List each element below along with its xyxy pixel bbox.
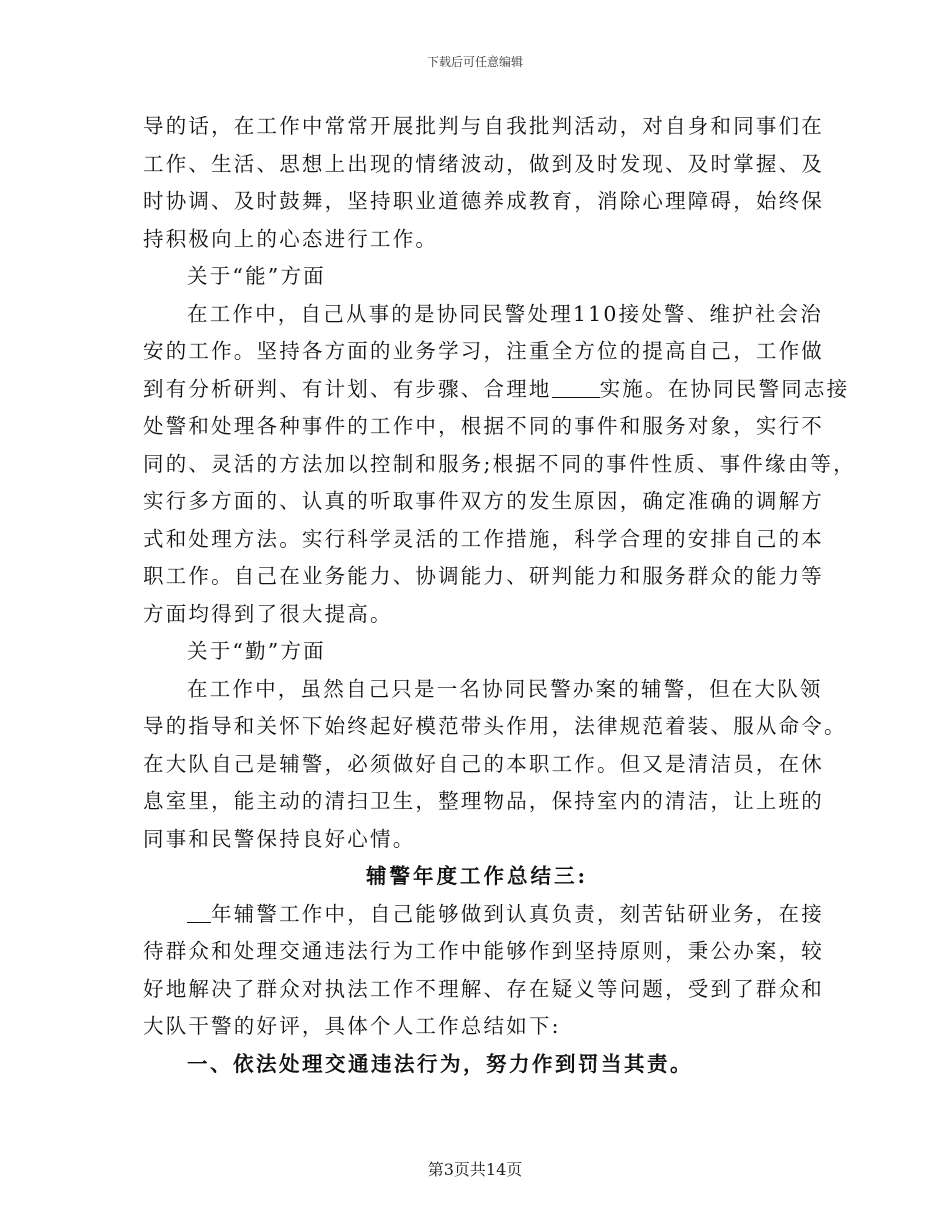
text-line: 在大队自己是辅警，必须做好自己的本职工作。但又是清洁员，在休 (143, 751, 824, 776)
text-line: 职工作。自己在业务能力、协调能力、研判能力和服务群众的能力等 (143, 564, 824, 588)
text-line: 待群众和处理交通违法行为工作中能够作到坚持原则，秉公办案，较 (143, 939, 824, 963)
text-line: 同的、灵活的方法加以控制和服务;根据不同的事件性质、事件缘由等， (143, 451, 856, 476)
page-footer: 第3页共14页 (427, 1160, 523, 1179)
text-line: 安的工作。坚持各方面的业务学习，注重全方位的提高自己，工作做 (143, 339, 824, 363)
text-line: 在工作中，虽然自己只是一名协同民警办案的辅警，但在大队领 (187, 676, 823, 701)
text-line: 大队干警的好评，具体个人工作总结如下: (143, 1014, 561, 1038)
page-header: 下载后可任意编辑 (426, 55, 523, 69)
text-segment: 到有分析研判、有计划、有步骤、合理地 (143, 376, 552, 401)
blank-underline (552, 375, 600, 398)
text-line: 在工作中，自己从事的是协同民警处理110接处警、维护社会治 (187, 301, 823, 326)
section-heading: 关于“勤”方面 (187, 639, 326, 663)
text-line: 时协调、及时鼓舞，坚持职业道德养成教育，消除心理障碍，始终保 (143, 189, 824, 213)
text-line: 工作、生活、思想上出现的情绪波动，做到及时发现、及时掌握、及 (143, 151, 824, 176)
text-line: 处警和处理各种事件的工作中，根据不同的事件和服务对象，实行不 (143, 414, 824, 438)
text-line: 息室里，能主动的清扫卫生，整理物品，保持室内的清洁，让上班的 (143, 789, 824, 813)
text-line (143, 371, 850, 409)
subsection-heading: 一、依法处理交通违法行为，努力作到罚当其责。 (187, 1051, 693, 1076)
text-line (143, 896, 824, 934)
text-line: 实行多方面的、认真的听取事件双方的发生原因，确定准确的调解方 (143, 489, 824, 513)
text-line: 导的指导和关怀下始终起好模范带头作用，法律规范着装、服从命令。 (143, 714, 847, 738)
text-line: 持积极向上的心态进行工作。 (143, 226, 439, 251)
text-line: 好地解决了群众对执法工作不理解、存在疑义等问题，受到了群众和 (143, 976, 824, 1001)
document-body (143, 108, 856, 1083)
text-line: 导的话，在工作中常常开展批判与自我批判活动，对自身和同事们在 (143, 114, 824, 138)
text-segment: 年辅警工作中，自己能够做到认真负责，刻苦钻研业务，在接 (211, 901, 824, 926)
text-line: 式和处理方法。实行科学灵活的工作措施，科学合理的安排自己的本 (143, 526, 824, 551)
blank-underline (187, 900, 211, 923)
text-line: 方面均得到了很大提高。 (143, 601, 393, 626)
section-title: 辅警年度工作总结三: (365, 864, 589, 888)
text-segment: 实施。在协同民警同志接 (599, 376, 850, 401)
text-line: 同事和民警保持良好心情。 (143, 826, 416, 851)
section-heading: 关于“能”方面 (187, 264, 326, 288)
